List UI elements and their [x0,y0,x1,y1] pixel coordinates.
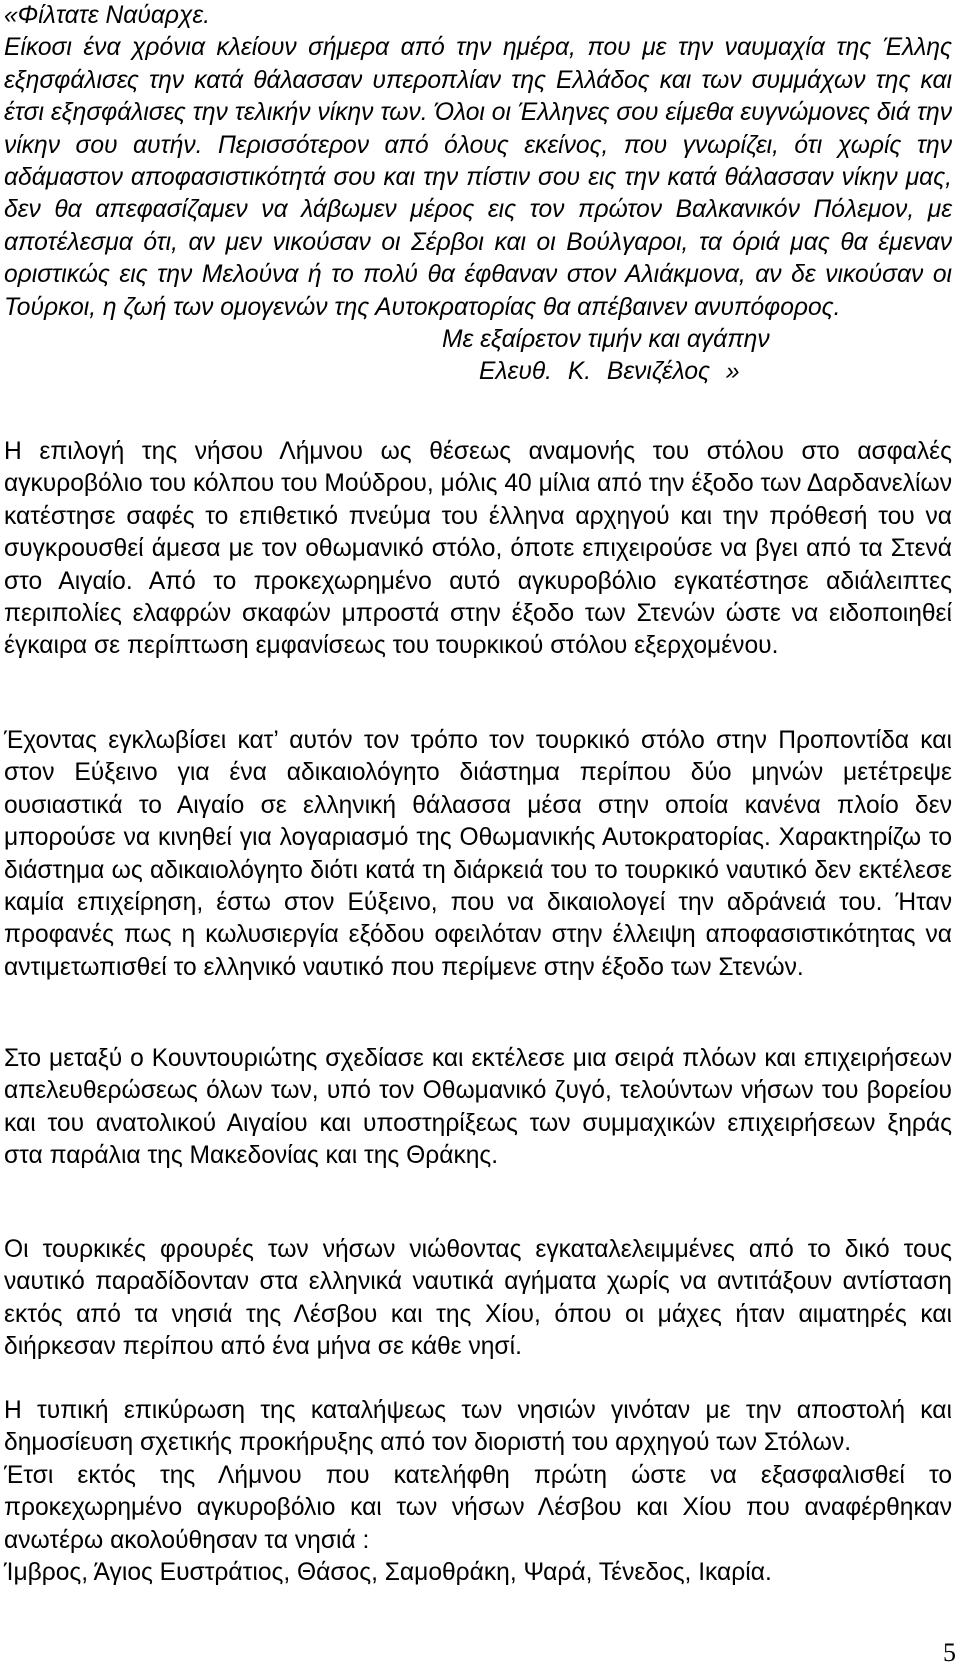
letter-greeting: «Φίλτατε Ναύαρχε. [4,2,211,29]
page-number: 5 [943,1638,956,1667]
paragraph-lemnos-anchorage: Η επιλογή της νήσου Λήμνου ως θέσεως αναμονής του στόλου στο ασφαλές αγκυροβόλιο του κόλπου του Μούδρου, μόλις 40 μίλια από την έξοδο των Δαρδανελίων κατέστησε σαφές το επιθετικό πνεύμα του έλληνα αρχηγού και την πρόθεσή του να συγκρουσθεί άμεσα με τον οθωμανικό στόλο, όποτε επιχειρούσε να βγει από τα Στενά στο Αιγαίο. Από το προκεχωρημένο αυτό αγκυροβόλιο εγκατέστησε αδιάλειπτες περιπολίες ελαφρών σκαφών μπροστά στην έξοδο των Στενών ώστε να ειδοποιηθεί έγκαιρα σε περίπτωση εμφανίσεως του τουρκικού στόλου εξερχομένου. [4,438,952,660]
quoted-letter [4,0,952,389]
letter-body: Είκοσι ένα χρόνια κλείουν σήμερα από την ημέρα, που με την ναυμαχία της Έλλης εξησφάλισες την κατά θάλασσαν υπεροπλίαν της Ελλάδος και των συμμάχων της και έτσι εξησφάλισες την τελικήν νίκην των. Όλοι οι Έλληνες σου είμεθα ευγνώμονες διά την νίκην σου αυτήν. Περισσότερον από όλους εκείνος, που γνωρίζει, ότι χωρίς την αδάμαστον αποφασιστικότητά σου και την πίστιν σου εις την κατά θάλασσαν νίκην μας, δεν θα απεφασίζαμεν να λάβωμεν μέρος εις τον πρώτον Βαλκανικόν Πόλεμον, με αποτέλεσμα ότι, αν μεν νικούσαν οι Σέρβοι και οι Βούλγαροι, τα όριά μας θα έμεναν οριστικώς εις την Μελούνα ή το πολύ θα έφθαναν στον Αλιάκμονα, αν δε νικούσαν οι Τούρκοι, η ζωή των ομογενών της Αυτοκρατορίας θα απέβαινεν ανυπόφορος. [4,34,952,321]
letter-closing: Με εξαίρετον τιμήν και αγάπην [442,326,770,354]
paragraph-island-liberation: Στο μεταξύ ο Κουντουριώτης σχεδίασε και εκτέλεσε μια σειρά πλόων και επιχειρήσεων απελευθερώσεως όλων των, υπό τον Οθωμανικό ζυγό, τελούντων νήσων του βορείου και του ανατολικού Αιγαίου και υποστηρίξεως των συμμαχικών επιχειρήσεων ξηράς στα παράλια της Μακεδονίας και της Θράκης. [4,1045,952,1170]
paragraph-islands-list: Η τυπική επικύρωση της καταλήψεως των νησιών γινόταν με την αποστολή και δημοσίευση σχετικής προκήρυξης από τον διοριστή του αρχηγού των Στόλων. Έτσι εκτός της Λήμνου που κατελήφθη πρώτη ώστε να εξασφαλισθεί το προκεχωρημένο αγκυροβόλιο και των νήσων Λέσβου και Χίου που αναφέρθηκαν ανωτέρω ακολούθησαν τα νησιά : Ίμβρος, Άγιος Ευστράτιος, Θάσος, Σαμοθράκη, Ψαρά, Τένεδος, Ικαρία. [4,1397,952,1587]
paragraph-garrison-surrender: Οι τουρκικές φρουρές των νήσων νιώθοντας εγκαταλελειμμένες από το δικό τους ναυτικό παραδίδονταν στα ελληνικά ναυτικά αγήματα χωρίς να αντιτάξουν αντίσταση εκτός από τα νησιά της Λέσβου και της Χίου, όπου οι μάχες ήταν αιματηρές και διήρκεσαν περίπου από ένα μήνα σε κάθε νησί. [4,1236,952,1361]
paragraph-turkish-fleet-blockade: Έχοντας εγκλωβίσει κατ’ αυτόν τον τρόπο τον τουρκικό στόλο στην Προποντίδα και στον Εύξεινο για ένα αδικαιολόγητο διάστημα περίπου δύο μηνών μετέτρεψε ουσιαστικά το Αιγαίο σε ελληνική θάλασσα μέσα στην οποία κανένα πλοίο δεν μπορούσε να κινηθεί για λογαριασμό της Οθωμανικής Αυτοκρατορίας. Χαρακτηρίζω το διάστημα ως αδικαιολόγητο διότι κατά τη διάρκειά του το τουρκικό ναυτικό δεν εκτέλεσε καμία επιχείρηση, έστω στον Εύξεινο, που να δικαιολογεί την αδράνειά του. Ήταν προφανές πως η κωλυσιεργία εξόδου οφειλόταν στην έλλειψη αποφασιστικότητας να αντιμετωπισθεί το ελληνικό ναυτικό που περίμενε στην έξοδο των Στενών. [4,727,952,981]
letter-signature: Ελευθ. Κ. Βενιζέλος » [479,358,740,386]
